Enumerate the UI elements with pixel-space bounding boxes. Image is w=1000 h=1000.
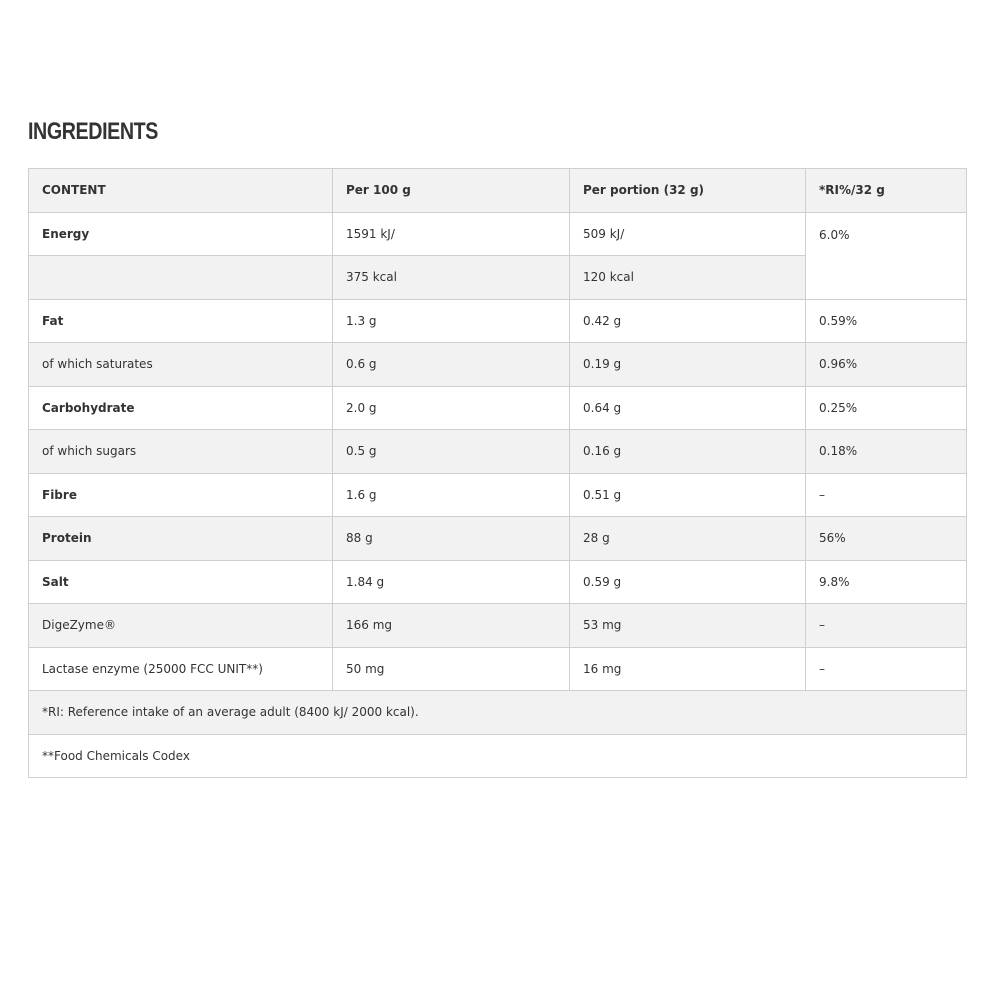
energy-per100-kj: 1591 kJ/ — [333, 212, 570, 256]
header-content: CONTENT — [29, 169, 333, 213]
row-per-portion: 0.64 g — [570, 386, 806, 430]
row-name: Protein — [29, 517, 333, 561]
table-row — [29, 473, 967, 517]
table-row — [29, 604, 967, 648]
row-ri: 0.59% — [806, 299, 967, 343]
header-per-100g: Per 100 g — [333, 169, 570, 213]
row-ri: – — [806, 473, 967, 517]
table-row — [29, 386, 967, 430]
energy-portion-kcal: 120 kcal — [570, 256, 806, 300]
row-ri: – — [806, 604, 967, 648]
row-name: Lactase enzyme (25000 FCC UNIT**) — [29, 647, 333, 691]
row-per-100g: 1.6 g — [333, 473, 570, 517]
header-per-portion: Per portion (32 g) — [570, 169, 806, 213]
table-row — [29, 560, 967, 604]
footnote-ri: *RI: Reference intake of an average adult (8400 kJ/ 2000 kcal). — [29, 691, 967, 735]
energy-portion-kj: 509 kJ/ — [570, 212, 806, 256]
row-name: of which saturates — [29, 343, 333, 387]
row-name: DigeZyme® — [29, 604, 333, 648]
footnote-row-fcc — [29, 734, 967, 778]
row-name: Fibre — [29, 473, 333, 517]
energy-ri: 6.0% — [806, 212, 967, 299]
row-per-100g: 50 mg — [333, 647, 570, 691]
footnote-row-ri — [29, 691, 967, 735]
row-per-portion: 0.19 g — [570, 343, 806, 387]
row-name: Salt — [29, 560, 333, 604]
row-per-100g: 166 mg — [333, 604, 570, 648]
row-name: of which sugars — [29, 430, 333, 474]
row-per-100g: 2.0 g — [333, 386, 570, 430]
row-ri: – — [806, 647, 967, 691]
row-ri: 0.18% — [806, 430, 967, 474]
table-row — [29, 343, 967, 387]
row-per-portion: 0.16 g — [570, 430, 806, 474]
row-name: Carbohydrate — [29, 386, 333, 430]
page-title: INGREDIENTS — [28, 118, 158, 145]
row-per-100g: 0.5 g — [333, 430, 570, 474]
table-row — [29, 517, 967, 561]
energy-label: Energy — [29, 212, 333, 256]
row-per-portion: 53 mg — [570, 604, 806, 648]
row-per-portion: 0.51 g — [570, 473, 806, 517]
row-ri: 56% — [806, 517, 967, 561]
table-row — [29, 430, 967, 474]
row-per-100g: 0.6 g — [333, 343, 570, 387]
table-row — [29, 299, 967, 343]
row-per-100g: 88 g — [333, 517, 570, 561]
footnote-fcc: **Food Chemicals Codex — [29, 734, 967, 778]
row-ri: 9.8% — [806, 560, 967, 604]
header-ri-percent: *RI%/32 g — [806, 169, 967, 213]
row-per-portion: 28 g — [570, 517, 806, 561]
row-per-portion: 16 mg — [570, 647, 806, 691]
table-header-row — [29, 169, 967, 213]
row-per-portion: 0.59 g — [570, 560, 806, 604]
row-name: Fat — [29, 299, 333, 343]
row-ri: 0.96% — [806, 343, 967, 387]
table-row-energy — [29, 212, 967, 256]
nutrition-table — [28, 168, 967, 778]
row-per-100g: 1.84 g — [333, 560, 570, 604]
energy-per100-kcal: 375 kcal — [333, 256, 570, 300]
energy-empty-cell — [29, 256, 333, 300]
table-row — [29, 647, 967, 691]
row-per-portion: 0.42 g — [570, 299, 806, 343]
row-per-100g: 1.3 g — [333, 299, 570, 343]
row-ri: 0.25% — [806, 386, 967, 430]
